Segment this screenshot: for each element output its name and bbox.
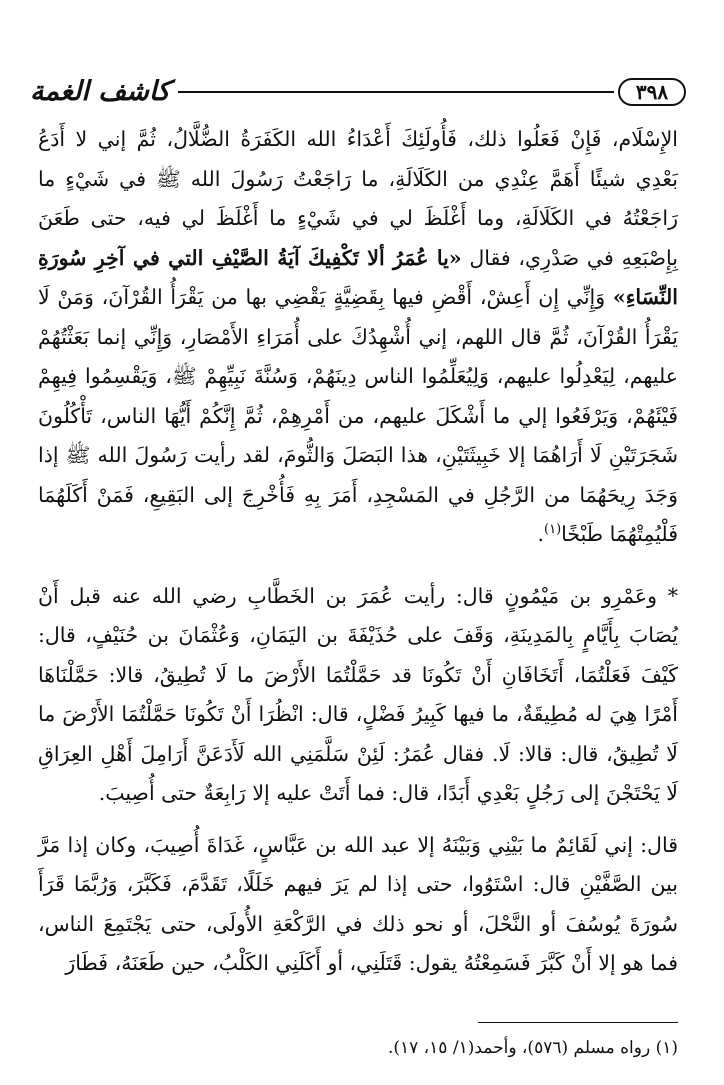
header-rule [178, 91, 614, 93]
book-title: كاشف الغمة [30, 76, 170, 107]
page-number-badge [618, 78, 686, 106]
footnote-1: (١) رواه مسلم (٥٧٦)، وأحمد(١/ ١٥، ١٧). [387, 1038, 678, 1058]
footnote [38, 1034, 678, 1062]
page-header [30, 72, 686, 116]
paragraph-2 [38, 577, 678, 814]
paragraph-1-ending: . [537, 522, 544, 546]
paragraph-1-text-b: وَإِنِّي إِن أَعِشْ، أَقْضِ فيها بِقَضِيَّةٍ يَقْضِي بها من يَقْرَأُ القُرْآنَ، وَمَنْ لَا يَقْرَأُ القُرْآنَ، ثُمَّ قال اللهم، إني أُشْهِدُكَ على أُمَرَاءِ الأَمْصَارِ، وَإِنِّي إنما بَعَثْتُهُمْ عليهم، لِيَعْدِلُوا عليهم، وَلِيُعَلِّمُوا الناس دِينَهُمْ، وَسُنَّةَ نَبِيِّهِمْ ﷺ، وَيَقْسِمُوا فِيهِمْ فَيْئَهُمْ، وَيَرْفَعُوا إلي ما أَشْكَلَ عليهم، من أَمْرِهِمْ، ثُمَّ إِنَّكُمْ أَيُّهَا الناس، تَأْكُلُونَ شَجَرَتَيْنِ لَا أَرَاهُمَا إلا خَبِيثَتَيْنِ، هذا البَصَلَ وَالثُّومَ، لقد رأيت رَسُولَ الله ﷺ إذا وَجَدَ رِيحَهُمَا من الرَّجُلِ في المَسْجِدِ، أَمَرَ بِهِ فَأُخْرِجَ إلى البَقِيعِ، فَمَنْ أَكَلَهُمَا فَلْيُمِتْهُمَا طَبْخًا [38, 285, 678, 546]
main-text [38, 120, 678, 984]
paragraph-3 [38, 826, 678, 984]
hadith-quote: «يا عُمَرُ ألا تَكْفِيكَ آيَةُ الصَّيْفِ التي في آخِرِ سُورَةِ النِّسَاءِ» [38, 245, 678, 309]
page-number: ٣٩٨ [635, 80, 669, 104]
footnote-rule [478, 1022, 678, 1023]
paragraph-3-text: قال: إني لَقَائِمٌ ما بَيْنِي وَبَيْنَهُ إلا عبد الله بن عَبَّاسٍ، غَدَاةَ أُصِيبَ، وكان إذا مَرَّ بين الصَّفَّيْنِ قال: اسْتَوُوا، حتى إذا لم يَرَ فيهم خَلَلًا، تَقَدَّمَ، فَكَبَّرَ، وَرُبَّمَا قَرَأَ سُورَةَ يُوسُفَ أو النَّحْلَ، أو نحو ذلك في الرَّكْعَةِ الأُولَى، حتى يَجْتَمِعَ الناس، فما هو إلا أَنْ كَبَّرَ فَسَمِعْتُهُ يقول: قَتَلَنِي، أو أَكَلَنِي الكَلْبُ، حين طَعَنَهُ، فَطَارَ [38, 832, 678, 975]
paragraph-2-text: * وعَمْرِو بن مَيْمُونٍ قال: رأيت عُمَرَ بن الخَطَّابِ رضي الله عنه قبل أَنْ يُصَابَ بِأَيَّامٍ بِالمَدِينَةِ، وَقَفَ على حُذَيْفَةَ بن اليَمَانِ، وَعُثْمَانَ بن حُنَيْفٍ، قال: كَيْفَ فَعَلْتُمَا، أَتَخَافَانِ أَنْ تَكُونَا قد حَمَّلْتُمَا الأَرْضَ ما لَا تُطِيقُ، قالا: حَمَّلْنَاهَا أَمْرًا هِيَ له مُطِيقَةٌ، ما فيها كَبِيرُ فَضْلٍ، قال: انْظُرَا أَنْ تَكُونَا حَمَّلْتُمَا الأَرْضَ ما لَا تُطِيقُ، قال: قالا: لَا. فقال عُمَرُ: لَئِنْ سَلَّمَنِي الله لَأَدَعَنَّ أَرَامِلَ أَهْلِ العِرَاقِ لَا يَحْتَجْنَ إلى رَجُلٍ بَعْدِي أَبَدًا، قال: فما أَتَتْ عليه إلا رَابِعَةٌ حتى أُصِيبَ. [38, 583, 678, 805]
footnote-reference: (١) [544, 522, 562, 538]
paragraph-1 [38, 120, 678, 555]
paragraph-1-text-a: الإِسْلَام، فَإِنْ فَعَلُوا ذلك، فَأُولَئِكَ أَعْدَاءُ الله الكَفَرَةُ الضُّلَّالُ، ثُمَّ إني لا أَدَعُ بَعْدِي شيئًا أَهَمَّ عِنْدِي من الكَلَالَةِ، ما رَاجَعْتُ رَسُولَ الله ﷺ في شَيْءٍ ما رَاجَعْتُهُ في الكَلَالَةِ، وما أَغْلَظَ لي في شَيْءٍ ما أَغْلَظَ لي فيه، حتى طَعَنَ بِإِصْبَعِهِ في صَدْرِي، فقال [38, 127, 679, 270]
